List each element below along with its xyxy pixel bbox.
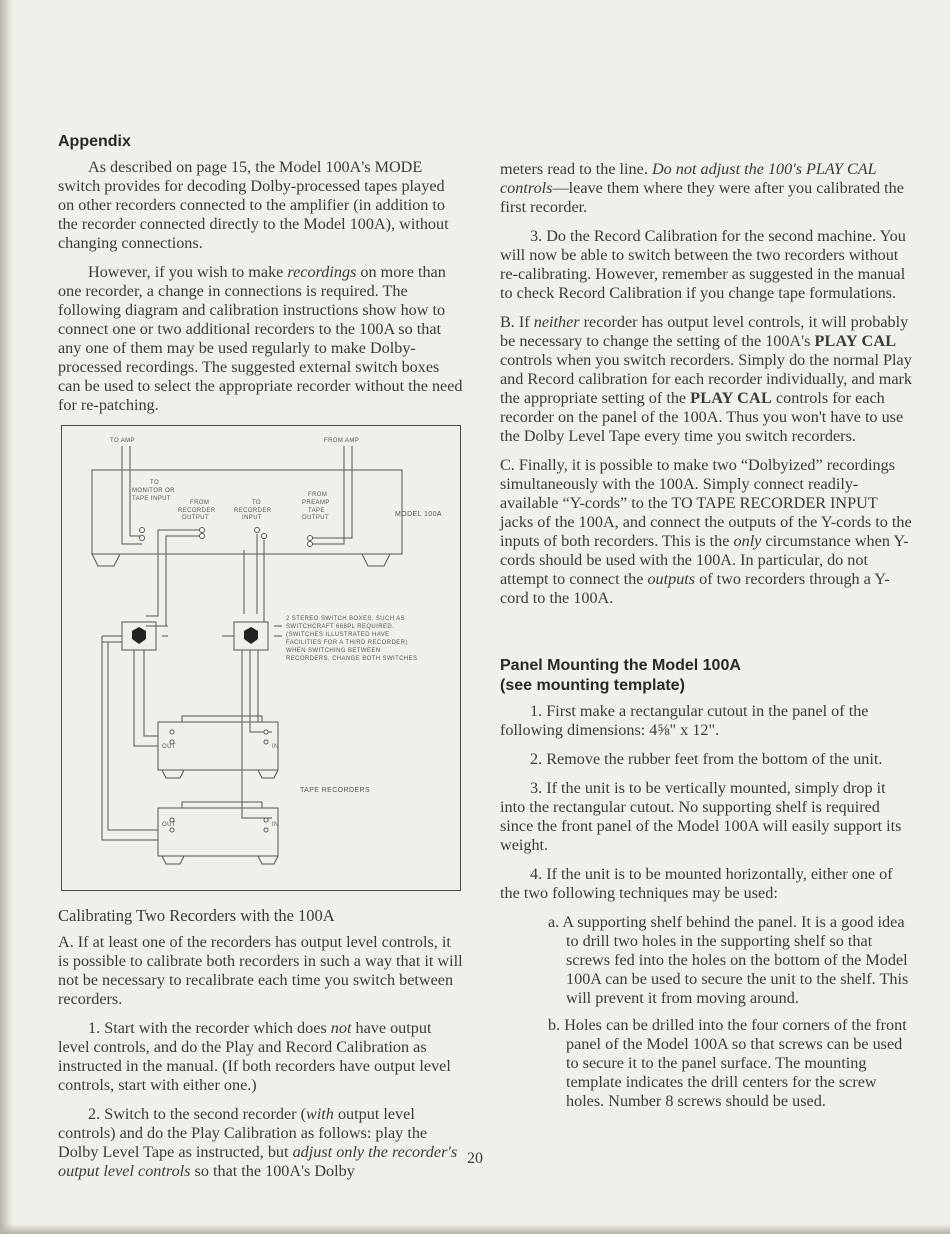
jack bbox=[264, 740, 268, 744]
label-in-recorder-1: IN bbox=[272, 744, 279, 750]
emphasis: neither bbox=[533, 313, 580, 331]
label-to-monitor-2: MONITOR OR bbox=[132, 488, 175, 494]
switch-note-6: RECORDERS, CHANGE BOTH SWITCHES bbox=[286, 656, 418, 662]
emphasis: not bbox=[330, 1019, 352, 1037]
tape-recorder-2 bbox=[158, 808, 278, 856]
jack bbox=[262, 534, 267, 539]
calibrating-paragraph-a: A. If at least one of the recorders has output level controls, it is possible to calibrate both recorders in such a way that it will not be necessary to recalibrate each time you switch between recorders. bbox=[58, 933, 463, 1008]
text-run: on more than one recorder, a change in connections is required. The following diagram and calibration instructions show how to connect one or two additional recorders to the 100A so that any one of them may be used regularly to make Dolby-processed recordings. The suggested external switch boxes can be used to select the appropriate recorder without the need for re-patching. bbox=[58, 263, 463, 414]
connection-diagram bbox=[61, 425, 461, 891]
control-name: PLAY CAL bbox=[814, 332, 897, 350]
jack bbox=[308, 536, 313, 541]
text-run: controls when you switch recorders. Simply do the normal Play and Record calibration for each recorder individually, and mark the appropriate setting of the bbox=[500, 351, 913, 407]
label-from-preamp-4: OUTPUT bbox=[302, 515, 330, 521]
jack bbox=[264, 818, 268, 822]
jack bbox=[140, 536, 145, 541]
from-recorder-wire-2 bbox=[146, 536, 202, 626]
switch1-to-recorder1b bbox=[144, 650, 158, 736]
model-100a-foot-right bbox=[362, 554, 390, 566]
calibrating-continued bbox=[500, 160, 912, 217]
text-run: 1. Start with the recorder which does bbox=[88, 1019, 331, 1037]
jack bbox=[200, 528, 205, 533]
label-from-preamp-3: TAPE bbox=[308, 508, 325, 514]
label-model-100a: MODEL 100A bbox=[395, 511, 442, 518]
label-from-amp: FROM AMP bbox=[324, 438, 360, 444]
label-from-recorder-2: RECORDER bbox=[178, 508, 216, 514]
switch-note-2: SWITCHCRAFT 668PL REQUIRED. bbox=[286, 624, 395, 630]
emphasis: recordings bbox=[287, 263, 357, 281]
text-run: 2. Switch to the second recorder ( bbox=[88, 1105, 307, 1123]
label-to-recorder-3: INPUT bbox=[242, 515, 262, 521]
text-run: However, if you wish to make bbox=[88, 263, 288, 281]
from-recorder-wire-1 bbox=[146, 530, 202, 616]
jack bbox=[170, 828, 174, 832]
tape-recorder-2-top bbox=[182, 802, 262, 808]
label-to-recorder-1: TO bbox=[252, 500, 262, 506]
switch2-to-recorder1b bbox=[258, 650, 272, 722]
switch-note-1: 2 STEREO SWITCH BOXES, SUCH AS bbox=[286, 616, 406, 622]
jack bbox=[255, 528, 260, 533]
jack bbox=[308, 542, 313, 547]
tape-recorder-2-foot-left bbox=[162, 856, 184, 864]
label-from-preamp-1: FROM bbox=[308, 492, 328, 498]
jack bbox=[170, 730, 174, 734]
to-amp-line-1 bbox=[122, 446, 142, 544]
text-run: —leave them where they were after you calibrated the first recorder. bbox=[500, 179, 904, 216]
label-to-amp: TO AMP bbox=[110, 438, 135, 444]
text-run: recorder has output level controls, it will probably be necessary to change the setting of the 100A's bbox=[500, 313, 909, 350]
jack bbox=[264, 730, 268, 734]
tape-recorder-1-foot-left bbox=[162, 770, 184, 778]
left-column bbox=[58, 132, 463, 425]
panel-step-3: 3. If the unit is to be vertically mounted, simply drop it into the rectangular cutout. No supporting shelf is required since the front panel of the Model 100A will easily support its weight. bbox=[500, 779, 902, 854]
label-in-recorder-2: IN bbox=[272, 822, 279, 828]
label-tape-recorders: TAPE RECORDERS bbox=[300, 787, 371, 794]
label-out-recorder-2: OUT bbox=[162, 822, 176, 828]
text-run: of two recorders through a Y-cord to the 100A. bbox=[500, 570, 890, 607]
panel-mounting-subheading: (see mounting template) bbox=[500, 677, 685, 694]
tape-recorder-1-foot-right bbox=[258, 770, 278, 778]
calibrating-paragraph-c bbox=[500, 456, 912, 608]
calibrating-paragraph-b bbox=[500, 313, 912, 446]
control-name: PLAY CAL bbox=[690, 389, 772, 407]
text-run: B. If bbox=[500, 313, 534, 331]
page-edge-shadow bbox=[0, 0, 14, 1234]
text-run: have output level controls, and do the Play and Record Calibration as instructed in the manual. (If both recorders have output level controls, start with either one.) bbox=[58, 1019, 451, 1094]
label-from-preamp-2: PREAMP bbox=[302, 500, 330, 506]
emphasis: only bbox=[733, 532, 762, 550]
text-run: output level controls) and do the Play Calibration as follows: play the Dolby Level Tape as instructed, but bbox=[58, 1105, 428, 1161]
switch1-to-recorder1 bbox=[134, 650, 158, 746]
label-to-recorder-2: RECORDER bbox=[234, 508, 272, 514]
appendix-heading: Appendix bbox=[58, 133, 131, 150]
appendix-paragraph-2 bbox=[58, 263, 463, 415]
tape-recorder-2-foot-right bbox=[258, 856, 278, 864]
label-from-recorder-3: OUTPUT bbox=[182, 515, 210, 521]
jack bbox=[140, 528, 145, 533]
label-from-recorder-1: FROM bbox=[190, 500, 210, 506]
page-number: 20 bbox=[467, 1150, 483, 1167]
right-column bbox=[500, 160, 912, 1119]
calibrating-step-1 bbox=[58, 1019, 463, 1095]
panel-step-2: 2. Remove the rubber feet from the bottom of the unit. bbox=[530, 750, 883, 768]
page-bottom-shadow bbox=[0, 1224, 950, 1234]
emphasis: Do not adjust the 100's PLAY CAL controls bbox=[500, 160, 877, 197]
switch-knob-2 bbox=[244, 627, 258, 644]
text-run: so that the 100A's Dolby bbox=[190, 1162, 355, 1180]
left-column-lower bbox=[58, 906, 463, 1191]
text-run: controls for each recorder on the panel of the 100A. Thus you won't have to use the Dolby Level Tape every time you switch recorders. bbox=[500, 389, 904, 445]
switch2-to-recorder1 bbox=[250, 650, 272, 732]
appendix-paragraph-1: As described on page 15, the Model 100A's MODE switch provides for decoding Dolby-processed tapes played on other recorders connected to the amplifier (in addition to the recorder connected directly to the Model 100A), without changing connections. bbox=[58, 158, 449, 252]
panel-step-4a: a. A supporting shelf behind the panel. It is a good idea to drill two holes in the supporting shelf so that screws fed into the holes on the bottom of the Model 100A can be used to secure the unit to the shelf. This will prevent it from moving around. bbox=[548, 913, 909, 1007]
jack bbox=[264, 828, 268, 832]
label-to-monitor-3: TAPE INPUT bbox=[132, 496, 171, 502]
calibrating-step-3: 3. Do the Record Calibration for the second machine. You will now be able to switch between the two recorders without re-calibrating. However, remember as suggested in the manual to check Record Calibration if you change tape formulations. bbox=[500, 227, 906, 302]
switch-note-4: FACILITIES FOR A THIRD RECORDER) bbox=[286, 640, 408, 646]
emphasis: adjust only the recorder's output level controls bbox=[58, 1143, 458, 1180]
calibrating-heading: Calibrating Two Recorders with the 100A bbox=[58, 906, 335, 925]
calibrating-step-2 bbox=[58, 1105, 463, 1181]
switch-knob-1 bbox=[132, 627, 146, 644]
emphasis: with bbox=[306, 1105, 334, 1123]
panel-step-1: 1. First make a rectangular cutout in the panel of the following dimensions: 4⅝" x 12". bbox=[500, 702, 869, 739]
spacer bbox=[500, 618, 912, 656]
switch-note-5: WHEN SWITCHING BETWEEN bbox=[286, 648, 381, 654]
switch-note-3: (SWITCHES ILLUSTRATED HAVE bbox=[286, 632, 390, 638]
label-to-monitor-1: TO bbox=[150, 480, 160, 486]
model-100a-foot-left bbox=[92, 554, 120, 566]
panel-step-4b: b. Holes can be drilled into the four corners of the front panel of the Model 100A so that screws can be used to secure it to the panel surface. The mounting template indicates the drill centers for the screw holes. Number 8 screws should be used. bbox=[548, 1016, 907, 1110]
wiring-diagram-svg bbox=[62, 426, 460, 890]
jack bbox=[200, 534, 205, 539]
text-run: meters read to the line. bbox=[500, 160, 652, 178]
tape-recorder-1 bbox=[158, 722, 278, 770]
text-run: C. Finally, it is possible to make two “Dolbyized” recordings simultaneously with the 100A. Simply connect readily-available “Y-cords” to the TO TAPE RECORDER INPUT jacks of the 100A, and connect the outputs of the Y-cords to the inputs of both recorders. This is the bbox=[500, 456, 912, 550]
label-out-recorder-1: OUT bbox=[162, 744, 176, 750]
panel-step-4: 4. If the unit is to be mounted horizontally, either one of the two following techniques may be used: bbox=[500, 865, 893, 902]
switch1-to-recorder2 bbox=[102, 636, 158, 840]
emphasis: outputs bbox=[647, 570, 696, 588]
text-run: circumstance when Y-cords should be used with the 100A. In particular, do not attempt to connect the bbox=[500, 532, 909, 588]
panel-mounting-heading: Panel Mounting the Model 100A bbox=[500, 657, 741, 674]
